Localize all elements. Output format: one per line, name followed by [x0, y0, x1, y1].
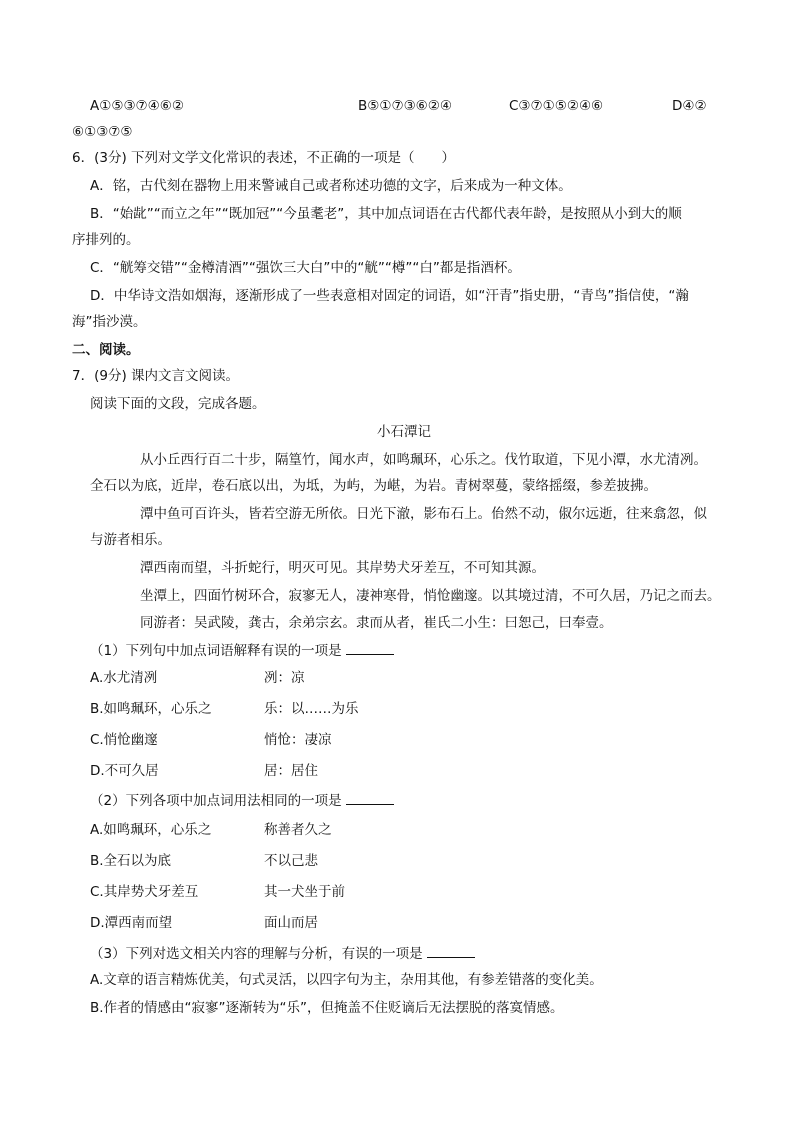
q5-option-a: A①⑤③⑦④⑥②	[90, 98, 184, 114]
sub2-c-right: 其一犬坐于前	[264, 884, 345, 900]
q6-option-c: C．“觥筹交错”“金樽清酒”“强饮三大白”中的“觥”“樽”“白”都是指酒杯。	[90, 260, 521, 276]
sub3-option-a: A.文章的语言精炼优美，句式灵活，以四字句为主，杂用其他，有参差错落的变化美。	[90, 972, 603, 988]
sub2-b-right: 不以己悲	[264, 853, 318, 869]
answer-blank	[346, 640, 394, 655]
q6-option-b-line2: 序排列的。	[72, 232, 140, 248]
answer-blank	[427, 943, 475, 958]
q5-option-d: D④②	[672, 98, 707, 114]
sub3-option-b: B.作者的情感由“寂寥”逐渐转为“乐”，但掩盖不住贬谪后无法摆脱的落寞情感。	[90, 1000, 564, 1016]
sub1-a-right: 冽：凉	[264, 670, 305, 686]
sub1-b-left: B.如鸣珮环，心乐之	[90, 701, 212, 717]
sub1-c-right: 悄怆：凄凉	[264, 732, 332, 748]
q5-option-b: B⑤①⑦③⑥②④	[358, 98, 452, 114]
q6-option-b-line1: B．“始龀”“而立之年”“既加冠”“今虽耄老”，其中加点词语在古代都代表年龄，是按照从小到大的顺	[90, 206, 682, 222]
q6-option-d-line2: 海”指沙漠。	[72, 314, 147, 330]
sub3-stem-text: （3）下列对选文相关内容的理解与分析，有误的一项是	[90, 946, 423, 962]
passage-title: 小石潭记	[377, 424, 431, 440]
sub1-d-left: D.不可久居	[90, 763, 159, 779]
q6-option-d-line1: D．中华诗文浩如烟海，逐渐形成了一些表意相对固定的词语，如“汗青”指史册，“青鸟”指信使，“瀚	[90, 288, 689, 304]
sub3-stem	[90, 943, 475, 964]
sub2-d-left: D.潭西南而望	[90, 915, 173, 931]
sub2-stem-text: （2）下列各项中加点词用法相同的一项是	[90, 793, 342, 809]
sub1-b-right: 乐：以……为乐	[264, 701, 359, 717]
passage-p3: 潭西南而望，斗折蛇行，明灭可见。其岸势犬牙差互，不可知其源。	[140, 560, 545, 576]
passage-p5: 同游者：吴武陵，龚古，余弟宗玄。隶而从者，崔氏二小生：曰恕己，曰奉壹。	[140, 615, 613, 631]
section-heading: 二、阅读。	[72, 342, 140, 358]
answer-blank	[346, 790, 394, 805]
passage-p2-line2: 与游者相乐。	[90, 532, 171, 548]
sub1-a-left: A.水尤清冽	[90, 670, 158, 686]
q6-stem: 6．(3分) 下列对文学文化常识的表述，不正确的一项是（ ）	[72, 150, 456, 166]
sub1-stem	[90, 640, 394, 661]
q5-option-c: C③⑦①⑤②④⑥	[509, 98, 604, 114]
passage-p1-line1: 从小丘西行百二十步，隔篁竹，闻水声，如鸣珮环，心乐之。伐竹取道，下见小潭，水尤清冽。	[140, 452, 707, 468]
sub2-a-right: 称善者久之	[264, 822, 332, 838]
passage-p2-line1: 潭中鱼可百许头，皆若空游无所依。日光下澈，影布石上。佁然不动，俶尔远逝，往来翕忽，似	[140, 506, 707, 522]
sub2-d-right: 面山而居	[264, 915, 318, 931]
passage-p4: 坐潭上，四面竹树环合，寂寥无人，凄神寒骨，悄怆幽邃。以其境过清，不可久居，乃记之而去。	[140, 588, 721, 604]
sub1-d-right: 居：居住	[264, 763, 318, 779]
sub1-stem-text: （1）下列句中加点词语解释有误的一项是	[90, 643, 342, 659]
sub2-b-left: B.全石以为底	[90, 853, 172, 869]
passage-p1-line2: 全石以为底，近岸，卷石底以出，为坻，为屿，为嵁，为岩。青树翠蔓，蒙络摇缀，参差披拂。	[90, 478, 657, 494]
q6-option-a: A．铭，古代刻在器物上用来警诫自己或者称述功德的文字，后来成为一种文体。	[90, 178, 572, 194]
sub2-stem	[90, 790, 394, 811]
q7-instruction: 阅读下面的文段，完成各题。	[90, 396, 266, 412]
q5-option-d-cont: ⑥①③⑦⑤	[72, 124, 133, 140]
sub2-c-left: C.其岸势犬牙差互	[90, 884, 199, 900]
q7-stem: 7．(9分) 课内文言文阅读。	[72, 368, 240, 384]
sub1-c-left: C.悄怆幽邃	[90, 732, 158, 748]
sub2-a-left: A.如鸣珮环，心乐之	[90, 822, 212, 838]
